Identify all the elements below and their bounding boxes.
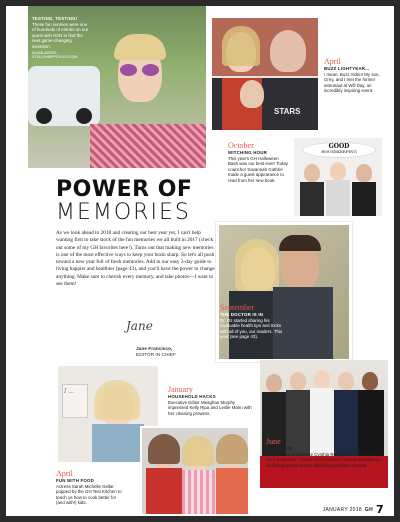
headline-line1: POWER OF <box>56 177 193 202</box>
magazine-logo: GH <box>364 506 374 513</box>
caption-month: April <box>56 469 73 478</box>
caption-text: These fun sunnies were one of hundreds of entries on our quest with HSN to find the next game-changing invention. <box>32 21 89 49</box>
magazine-page <box>6 6 394 516</box>
photo-household-hacks <box>140 426 250 516</box>
caption-month: September <box>220 303 255 312</box>
caption-april-buzz <box>324 58 386 94</box>
sign-housekeeping: HOUSEKEEPING <box>321 149 357 154</box>
caption-heading: TESTING, TESTING! <box>32 16 78 21</box>
caption-heading: BUZZ LIGHTYEAR... <box>324 66 370 71</box>
caption-january <box>168 386 254 416</box>
editor-title: EDITOR IN CHIEF <box>136 353 176 359</box>
caption-month: April <box>324 57 341 66</box>
caption-june <box>266 438 384 468</box>
page-number: 7 <box>376 503 384 516</box>
photo-buzz-aldrin <box>210 16 320 132</box>
good-housekeeping-sign <box>302 142 376 158</box>
caption-heading: WITCHING HOUR <box>228 150 267 155</box>
caption-text: We honored women like Cynthia Rowley, Soledad O'Brien, Kyra Sedgwick, L'Oreal Paris's Rachel Lackett and Whoopi Goldberg who've proven that being 50-plus is prime. <box>266 451 381 468</box>
caption-text: Actress Sarah Michelle Gellar popped by the GH Test Kitchen to teach us how to cook better for (and with!) kids. <box>56 483 122 505</box>
caption-april-food <box>56 470 124 506</box>
book-title: I ... <box>64 388 74 395</box>
photo-50-over-50 <box>260 360 388 488</box>
photo-dr-oz <box>216 222 352 362</box>
caption-heading: THE DOCTOR IS IN <box>220 312 264 317</box>
issue-date: JANUARY 2018 <box>322 506 362 513</box>
sign-good: GOOD <box>328 143 350 150</box>
page-footer <box>323 503 384 516</box>
caption-text: Dr. Oz started sharing his invaluable health tips and tricks with all of you, our readers. This year (see page 43). <box>220 317 283 339</box>
caption-month: January <box>168 385 193 394</box>
caption-testing <box>32 16 90 60</box>
caption-text: Executive Editor Meaghan Murphy impressed Kelly Ripa and Leslie Mann with her cleaning prowess. <box>168 399 252 416</box>
signature-script: Jane <box>126 319 153 333</box>
editor-letter: As we look ahead to 2018 and creating our best year yet, I can't help wanting first to take stock of the fun memories we all built in 2017 (check out some of my GH favorites here!). Turns out that making new memories is one of the most effective ways to keep your brain sharp. So let's all push toward a new year full of fresh memories. Add in our easy 3-day guide to living happier and healthier (page 43), and you'll have the power to change anything. Make sure to cherish every memory, and take photos—I want to see them! <box>56 230 215 288</box>
caption-heading: 50 OVER 50 <box>266 446 293 451</box>
signature-block <box>136 347 176 359</box>
photo-credit: SUNGLASSES, STELLYHAPPYDOGS.COM <box>32 51 78 60</box>
caption-september <box>220 304 286 340</box>
caption-text: I mean, Buzz Aldrin! My son, Grey, and I met the former astronaut at Will Day, an incredibly inspiring event. <box>324 71 380 93</box>
stars-shirt-text: STARS <box>274 107 301 116</box>
caption-month: June <box>266 437 281 446</box>
headline-line2: MEMORIES <box>56 200 191 225</box>
caption-heading: FUN WITH FOOD <box>56 478 94 483</box>
photo-halloween-bash <box>292 136 384 218</box>
caption-text: This year's GH Halloween Bash was our best ever! Today coanchor Savannah Guthrie made a guest appearance to read from her new book. <box>228 155 288 183</box>
caption-month: October <box>228 141 254 150</box>
editor-name: Jane Francisco, <box>136 347 173 352</box>
caption-october <box>228 142 288 183</box>
caption-heading: HOUSEHOLD HACKS <box>168 394 216 399</box>
